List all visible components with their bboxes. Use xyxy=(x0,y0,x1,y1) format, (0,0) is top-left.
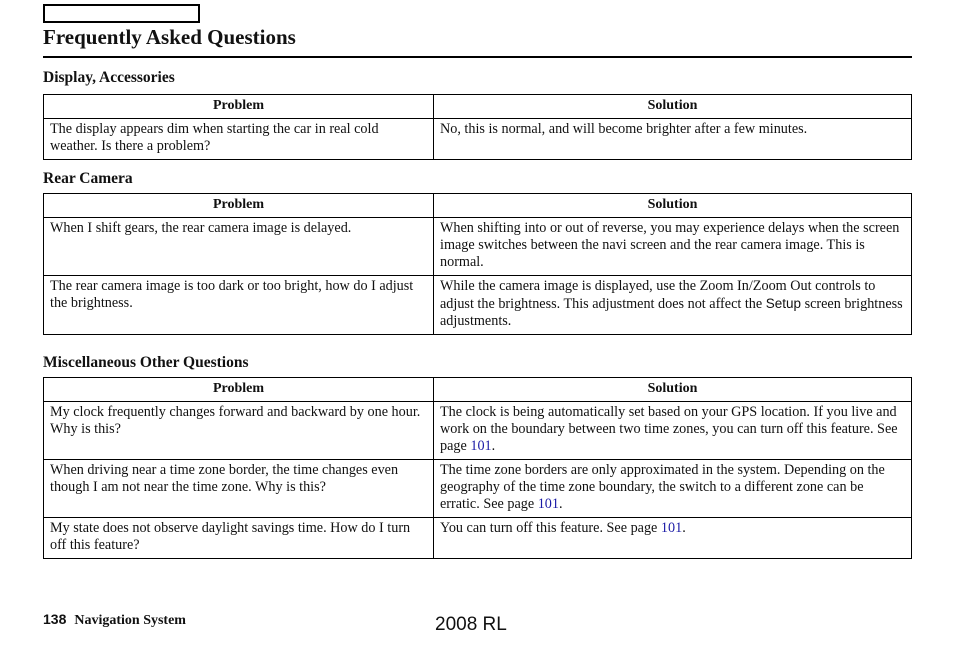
book-title: Navigation System xyxy=(74,613,186,628)
page-reference-link[interactable]: 101 xyxy=(537,496,559,512)
solution-cell xyxy=(434,460,912,518)
solution-text: The time zone borders are only approximated in the system. Depending on the geography of the time zone boundary, the switch to a different zone can be erratic. See page xyxy=(440,462,885,512)
footer xyxy=(43,611,186,629)
title-divider xyxy=(43,56,912,58)
column-header-problem: Problem xyxy=(44,194,434,218)
solution-cell: When shifting into or out of reverse, you may experience delays when the screen image switches between the navi screen and the rear camera image. This is normal. xyxy=(434,218,912,276)
solution-cell xyxy=(434,518,912,559)
problem-cell: When driving near a time zone border, the time changes even though I am not near the time zone. Why is this? xyxy=(44,460,434,518)
column-header-problem: Problem xyxy=(44,95,434,119)
table-row xyxy=(44,518,912,559)
solution-cell xyxy=(434,276,912,335)
section-heading-rear-camera: Rear Camera xyxy=(43,170,133,187)
problem-cell: My state does not observe daylight savings time. How do I turn off this feature? xyxy=(44,518,434,559)
column-header-solution: Solution xyxy=(434,194,912,218)
solution-text: . xyxy=(491,438,496,454)
page-reference-link[interactable]: 101 xyxy=(660,520,683,536)
solution-cell xyxy=(434,402,912,460)
problem-cell: The display appears dim when starting the car in real cold weather. Is there a problem? xyxy=(44,119,434,160)
faq-table-display xyxy=(43,94,912,160)
column-header-solution: Solution xyxy=(434,95,912,119)
table-row xyxy=(44,402,912,460)
problem-cell: My clock frequently changes forward and backward by one hour. Why is this? xyxy=(44,402,434,460)
solution-text: You can turn off this feature. See page xyxy=(440,520,661,536)
solution-text: The clock is being automatically set based on your GPS location. If you live and work on the boundary between two time zones, you can turn off this feature. See page xyxy=(440,404,898,454)
column-header-problem: Problem xyxy=(44,378,434,402)
solution-text: . xyxy=(558,496,563,512)
table-header-row xyxy=(44,194,912,218)
section-heading-misc: Miscellaneous Other Questions xyxy=(43,354,249,371)
model-year-label: 2008 RL xyxy=(435,614,507,635)
table-row xyxy=(44,276,912,335)
table-row xyxy=(44,460,912,518)
setup-menu-keyword: Setup xyxy=(765,296,802,311)
solution-text: While the camera image is displayed, use the Zoom In/Zoom Out controls to adjust the brightness. This adjustment does not affect the xyxy=(440,278,876,312)
faq-table-misc xyxy=(43,377,912,559)
solution-text: screen brightness adjustments. xyxy=(440,296,903,329)
faq-table-rear-camera xyxy=(43,193,912,335)
table-row xyxy=(44,119,912,160)
solution-cell: No, this is normal, and will become brighter after a few minutes. xyxy=(434,119,912,160)
page-title: Frequently Asked Questions xyxy=(43,25,296,49)
problem-cell: The rear camera image is too dark or too bright, how do I adjust the brightness. xyxy=(44,276,434,335)
table-row xyxy=(44,218,912,276)
solution-text: . xyxy=(682,520,686,536)
page-reference-link[interactable]: 101 xyxy=(470,438,492,454)
table-header-row xyxy=(44,378,912,402)
column-header-solution: Solution xyxy=(434,378,912,402)
chapter-tab-box xyxy=(43,4,200,23)
page-number: 138 xyxy=(43,611,67,627)
table-header-row xyxy=(44,95,912,119)
section-heading-display: Display, Accessories xyxy=(43,69,175,86)
problem-cell: When I shift gears, the rear camera image is delayed. xyxy=(44,218,434,276)
